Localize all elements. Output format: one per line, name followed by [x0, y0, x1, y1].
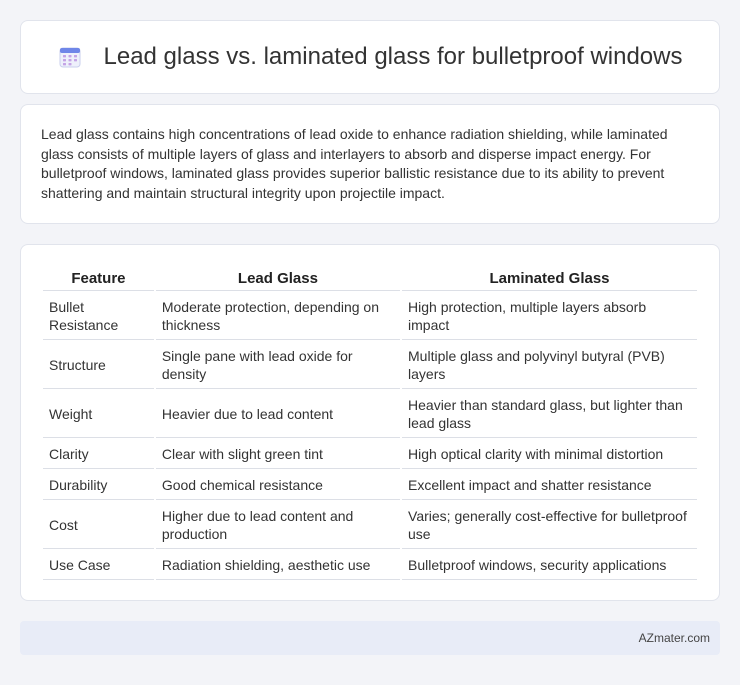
feature-cell: Use Case [43, 551, 154, 580]
laminated-glass-cell: Excellent impact and shatter resistance [402, 471, 697, 500]
header-lead-glass: Lead Glass [156, 263, 400, 291]
table-row [43, 293, 697, 340]
title-wrap [58, 43, 683, 71]
table-header-row [43, 263, 697, 291]
lead-glass-cell: Clear with slight green tint [156, 440, 400, 469]
laminated-glass-cell: Varies; generally cost-effective for bulletproof use [402, 502, 697, 549]
feature-cell: Bullet Resistance [43, 293, 154, 340]
lead-glass-cell: Single pane with lead oxide for density [156, 342, 400, 389]
header-feature: Feature [43, 263, 154, 291]
table-row [43, 502, 697, 549]
laminated-glass-cell: Heavier than standard glass, but lighter than lead glass [402, 391, 697, 438]
header-laminated-glass: Laminated Glass [402, 263, 697, 291]
lead-glass-cell: Good chemical resistance [156, 471, 400, 500]
intro-card [20, 104, 720, 224]
lead-glass-cell: Heavier due to lead content [156, 391, 400, 438]
comparison-table [41, 261, 699, 582]
table-row [43, 471, 697, 500]
lead-glass-cell: Higher due to lead content and production [156, 502, 400, 549]
laminated-glass-cell: Multiple glass and polyvinyl butyral (PVB) layers [402, 342, 697, 389]
laminated-glass-cell: Bulletproof windows, security applications [402, 551, 697, 580]
intro-paragraph: Lead glass contains high concentrations of lead oxide to enhance radiation shielding, while laminated glass consists of multiple layers of glass and interlayers to absorb and disperse impact energy. For bulletproof windows, laminated glass provides superior ballistic resistance due to its ability to prevent shattering and maintain structural integrity upon projectile impact. [41, 126, 668, 201]
footer [20, 621, 720, 655]
table-row [43, 391, 697, 438]
feature-cell: Clarity [43, 440, 154, 469]
page-title: Lead glass vs. laminated glass for bulletproof windows [103, 43, 683, 70]
title-card [20, 20, 720, 94]
laminated-glass-cell: High optical clarity with minimal distortion [402, 440, 697, 469]
feature-cell: Cost [43, 502, 154, 549]
lead-glass-cell: Radiation shielding, aesthetic use [156, 551, 400, 580]
laminated-glass-cell: High protection, multiple layers absorb impact [402, 293, 697, 340]
table-row [43, 342, 697, 389]
table-row [43, 440, 697, 469]
comparison-card [20, 244, 720, 601]
lead-glass-cell: Moderate protection, depending on thickness [156, 293, 400, 340]
footer-brand: AZmater.com [638, 631, 710, 645]
feature-cell: Structure [43, 342, 154, 389]
feature-cell: Weight [43, 391, 154, 438]
table-row [43, 551, 697, 580]
calendar-icon [58, 45, 82, 69]
feature-cell: Durability [43, 471, 154, 500]
